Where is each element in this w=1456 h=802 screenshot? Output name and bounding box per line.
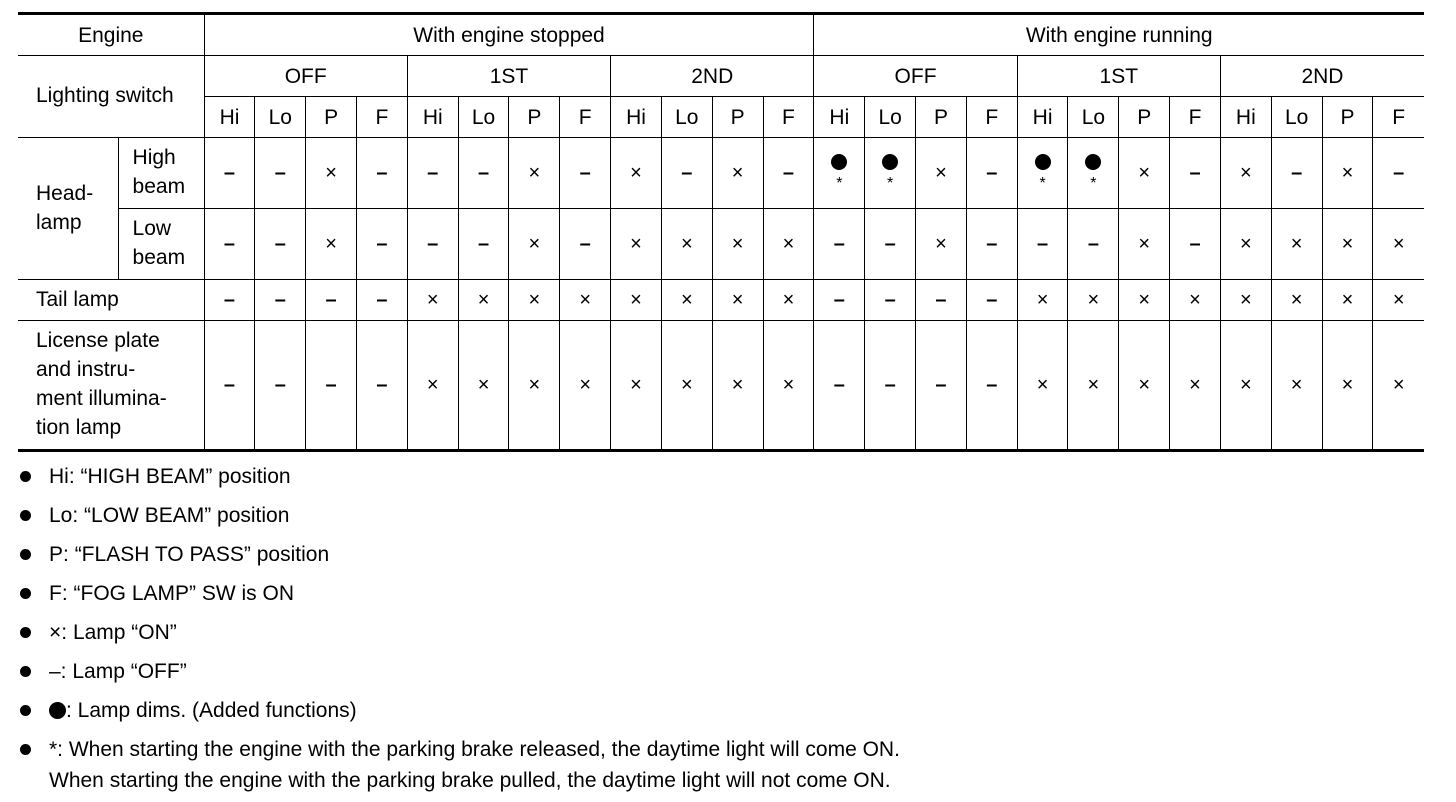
lamp-on-mark: × [1036,289,1049,311]
lamp-on-mark: × [477,374,490,396]
low-beam-cell [458,209,509,280]
lamp-on-mark: × [630,233,642,255]
tail-lamp-cell [560,280,611,321]
bullet-icon [20,549,31,560]
lamp-on-mark: × [426,289,439,311]
note-key: P: [49,543,75,566]
lamp-off-mark: – [986,374,998,396]
legend-note [18,464,1418,503]
license-cell [255,321,306,451]
tail-lamp-cell [306,280,357,321]
high-beam-cell [1068,138,1119,209]
license-lamp-label [18,321,204,451]
lamp-on-mark: × [1239,289,1252,311]
low-beam-cell [1220,209,1271,280]
switch-group-1: 1ST [407,56,610,97]
note-text-line2: When starting the engine with the parking brake pulled, the daytime light will not come ON. [49,769,891,793]
lighting-switch-label: Lighting switch [18,56,204,138]
lamp-off-mark: – [833,289,845,311]
position-header-p: P [712,97,763,138]
headlamp-label-text: Head- lamp [36,182,94,234]
filled-circle-icon [882,154,898,170]
tail-lamp-cell [1017,280,1068,321]
license-cell [1322,321,1373,451]
lamp-on-mark: × [630,374,642,396]
tail-lamp-cell [966,280,1017,321]
switch-group-2: 2ND [611,56,814,97]
license-cell [509,321,560,451]
legend-note [18,581,1418,620]
note-key: Lo: [49,504,85,527]
lamp-on-mark: × [1239,374,1252,396]
engine-running-header: With engine running [814,14,1424,56]
bullet-icon [20,588,31,599]
tail-lamp-cell [1271,280,1322,321]
high-beam-cell [357,138,408,209]
lamp-off-mark: – [325,374,337,396]
bullet-icon [20,666,31,677]
lamp-off-mark: – [1037,233,1049,255]
switch-header-row [18,56,1424,97]
lamp-off-mark: – [884,289,896,311]
lamp-off-mark: – [935,289,947,311]
position-header-f: F [357,97,408,138]
license-cell [407,321,458,451]
lamp-off-mark: – [833,374,845,396]
low-beam-label [118,209,204,280]
high-beam-cell [509,138,560,209]
tail-lamp-cell [1322,280,1373,321]
note-text: “FOG LAMP” SW is ON [73,582,294,605]
high-beam-cell [814,138,865,209]
position-header-f: F [1170,97,1221,138]
license-cell [712,321,763,451]
license-cell [1170,321,1221,451]
license-cell [966,321,1017,451]
lamp-off-mark: – [935,374,947,396]
position-header-p: P [509,97,560,138]
position-header-f: F [966,97,1017,138]
license-cell [611,321,662,451]
high-beam-cell [661,138,712,209]
tail-lamp-cell [1119,280,1170,321]
license-cell [1271,321,1322,451]
lamp-off-mark: – [223,162,236,184]
lamp-on-mark: × [782,233,795,255]
lamp-on-mark: × [1290,233,1303,255]
note-text: Lamp “OFF” [72,660,187,683]
high-beam-cell [1170,138,1221,209]
tail-lamp-cell [712,280,763,321]
low-beam-cell [306,209,357,280]
tail-lamp-cell [611,280,662,321]
license-cell [458,321,509,451]
lamp-on-mark: × [1087,374,1100,396]
lamp-on-mark: × [731,233,744,255]
position-header-hi: Hi [814,97,865,138]
high-beam-label [118,138,204,209]
tail-lamp-cell [865,280,916,321]
position-header-lo: Lo [1271,97,1322,138]
lamp-off-mark: – [884,374,896,396]
engine-stopped-header: With engine stopped [204,14,814,56]
tail-lamp-cell [916,280,967,321]
lamp-off-mark: – [1087,233,1099,255]
legend-note [18,698,1418,737]
position-header-hi: Hi [204,97,255,138]
high-beam-cell [560,138,611,209]
lamp-on-mark: × [731,374,744,396]
bullet-icon [20,471,31,482]
position-header-f: F [763,97,814,138]
lamp-operation-table [18,12,1424,452]
lamp-off-mark: – [986,289,998,311]
high-beam-cell [1322,138,1373,209]
lamp-off-mark: – [833,233,845,255]
license-cell [1119,321,1170,451]
lamp-off-mark: – [325,289,337,311]
note-text: “FLASH TO PASS” position [74,543,330,566]
low-beam-cell [916,209,967,280]
lamp-on-mark: × [1138,162,1151,184]
lamp-dims-mark [831,154,847,192]
position-header-lo: Lo [458,97,509,138]
note-text: “HIGH BEAM” position [80,465,291,488]
low-beam-cell [1271,209,1322,280]
tail-lamp-cell [1068,280,1119,321]
lamp-on-mark: × [1036,374,1049,396]
note-text: Lamp “ON” [72,621,177,644]
legend-note [18,542,1418,581]
high-beam-cell [865,138,916,209]
filled-circle-icon [1085,154,1101,170]
high-beam-cell [1220,138,1271,209]
high-beam-cell [255,138,306,209]
high-beam-cell [306,138,357,209]
lamp-on-mark: × [1341,374,1354,396]
note-key: : [66,699,78,722]
tail-lamp-cell [1170,280,1221,321]
license-lamp-row [18,321,1424,451]
legend-note [18,737,1418,793]
legend-note [18,620,1418,659]
position-header-hi: Hi [611,97,662,138]
lamp-on-mark: × [579,289,592,311]
lamp-on-mark: × [1392,374,1405,396]
high-beam-cell [407,138,458,209]
legend-note [18,503,1418,542]
license-cell [1017,321,1068,451]
low-beam-row [18,209,1424,280]
lamp-off-mark: – [986,162,998,184]
lamp-on-mark: × [630,289,642,311]
lamp-off-mark: – [223,233,236,255]
tail-lamp-cell [255,280,306,321]
license-cell [204,321,255,451]
license-cell [1220,321,1271,451]
low-beam-cell [865,209,916,280]
lamp-on-mark: × [477,289,490,311]
lamp-on-mark: × [935,162,947,184]
high-beam-cell [1017,138,1068,209]
low-beam-cell [611,209,662,280]
license-cell [865,321,916,451]
lamp-off-mark: – [274,374,286,396]
position-header-p: P [1119,97,1170,138]
tail-lamp-cell [458,280,509,321]
lamp-on-mark: × [680,233,693,255]
lamp-off-mark: – [376,162,388,184]
lamp-on-mark: × [1138,289,1151,311]
tail-lamp-cell [814,280,865,321]
license-cell [814,321,865,451]
license-cell [1068,321,1119,451]
license-cell [763,321,814,451]
tail-lamp-cell [407,280,458,321]
lamp-off-mark: – [376,233,388,255]
high-beam-cell [458,138,509,209]
lamp-off-mark: – [782,162,795,184]
high-beam-cell [916,138,967,209]
low-beam-cell [1373,209,1424,280]
note-text: Lamp dims. (Added functions) [77,699,357,722]
tail-lamp-cell [1373,280,1424,321]
lamp-on-mark: × [1392,233,1405,255]
lamp-off-mark: – [477,233,490,255]
tail-lamp-cell [1220,280,1271,321]
high-beam-cell [966,138,1017,209]
lamp-off-mark: – [884,233,896,255]
lamp-on-mark: × [1290,374,1303,396]
lamp-on-mark: × [1138,374,1151,396]
lamp-off-mark: – [986,233,998,255]
lamp-on-mark: × [1392,289,1405,311]
bullet-icon [20,627,31,638]
asterisk-mark: * [836,175,843,192]
license-cell [916,321,967,451]
lamp-dims-mark [882,154,898,192]
headlamp-label [18,138,118,280]
low-beam-cell [1170,209,1221,280]
tail-lamp-row [18,280,1424,321]
switch-group-0: OFF [204,56,407,97]
filled-circle-icon [49,702,66,719]
license-lamp-label-text: License plate and instru- ment illumina- tion lamp [36,329,167,439]
low-beam-cell [1068,209,1119,280]
switch-group-5: 2ND [1220,56,1424,97]
position-header-hi: Hi [1017,97,1068,138]
position-header-p: P [1322,97,1373,138]
license-cell [1373,321,1424,451]
tail-lamp-cell [509,280,560,321]
position-header-f: F [560,97,611,138]
position-header-p: P [916,97,967,138]
note-text: “LOW BEAM” position [84,504,290,527]
high-beam-cell [763,138,814,209]
low-beam-cell [763,209,814,280]
low-beam-cell [1322,209,1373,280]
position-header-lo: Lo [865,97,916,138]
lamp-on-mark: × [680,289,693,311]
lamp-dims-mark [1035,154,1051,192]
tail-lamp-label: Tail lamp [18,280,204,321]
low-beam-cell [560,209,611,280]
low-beam-cell [255,209,306,280]
license-cell [560,321,611,451]
lamp-on-mark: × [426,374,439,396]
lamp-on-mark: × [935,233,947,255]
lamp-on-mark: × [782,374,795,396]
switch-group-4: 1ST [1017,56,1220,97]
position-header-f: F [1373,97,1424,138]
lamp-off-mark: – [274,233,286,255]
note-key: F: [49,582,74,605]
lamp-dims-mark [1085,154,1101,192]
lamp-on-mark: × [1290,289,1303,311]
lamp-off-mark: – [427,233,439,255]
lamp-off-mark: – [681,162,693,184]
lamp-on-mark: × [1239,162,1252,184]
low-beam-cell [1017,209,1068,280]
low-beam-label-text: Low beam [132,217,186,269]
engine-header-row [18,14,1424,56]
position-header-hi: Hi [1220,97,1271,138]
filled-circle-icon [1035,154,1051,170]
lamp-on-mark: × [1189,374,1201,396]
lamp-off-mark: – [1189,233,1201,255]
tail-lamp-cell [357,280,408,321]
position-header-lo: Lo [255,97,306,138]
tail-lamp-cell [661,280,712,321]
lamp-off-mark: – [1393,162,1405,184]
bullet-icon [20,705,31,716]
license-cell [357,321,408,451]
lamp-off-mark: – [274,289,286,311]
high-beam-label-text: High beam [132,146,186,198]
lamp-on-mark: × [1138,233,1151,255]
license-cell [661,321,712,451]
lamp-off-mark: – [376,289,388,311]
lamp-on-mark: × [325,233,337,255]
lamp-on-mark: × [1189,289,1201,311]
lamp-on-mark: × [731,289,744,311]
lamp-off-mark: – [427,162,439,184]
lamp-off-mark: – [223,289,236,311]
lamp-off-mark: – [579,233,591,255]
tail-lamp-cell [204,280,255,321]
lamp-on-mark: × [1341,162,1354,184]
position-header-hi: Hi [407,97,458,138]
lamp-off-mark: – [223,374,236,396]
lamp-on-mark: × [782,289,795,311]
lamp-off-mark: – [274,162,286,184]
high-beam-cell [1119,138,1170,209]
tail-lamp-cell [763,280,814,321]
lamp-off-mark: – [1291,162,1303,184]
note-key: Hi: [49,465,81,488]
note-text: When starting the engine with the parking brake released, the daytime light will come ON. [68,738,900,761]
position-header-lo: Lo [1068,97,1119,138]
high-beam-cell [712,138,763,209]
low-beam-cell [814,209,865,280]
lamp-on-mark: × [528,233,541,255]
low-beam-cell [204,209,255,280]
legend-note [18,659,1418,698]
lamp-on-mark: × [1087,289,1100,311]
lamp-off-mark: – [376,374,388,396]
low-beam-cell [966,209,1017,280]
lamp-off-mark: – [477,162,490,184]
high-beam-row [18,138,1424,209]
lamp-off-mark: – [1189,162,1201,184]
high-beam-cell [1271,138,1322,209]
switch-group-3: OFF [814,56,1017,97]
lamp-on-mark: × [528,374,541,396]
asterisk-mark: * [1090,175,1097,192]
lamp-on-mark: × [630,162,642,184]
high-beam-cell [204,138,255,209]
asterisk-mark: * [1039,175,1046,192]
lamp-off-mark: – [579,162,591,184]
low-beam-cell [712,209,763,280]
position-header-row [18,97,1424,138]
lamp-on-mark: × [1341,233,1354,255]
lamp-on-mark: × [325,162,337,184]
lamp-on-mark: × [1341,289,1354,311]
note-key: *: [49,738,69,761]
bullet-icon [20,510,31,521]
bullet-icon [20,744,31,755]
lamp-on-mark: × [731,162,744,184]
filled-circle-icon [831,154,847,170]
note-key: –: [49,660,73,683]
lamp-on-mark: × [579,374,592,396]
position-header-p: P [306,97,357,138]
license-cell [306,321,357,451]
low-beam-cell [509,209,560,280]
asterisk-mark: * [887,175,894,192]
engine-label: Engine [18,14,204,56]
high-beam-cell [1373,138,1424,209]
low-beam-cell [357,209,408,280]
lamp-on-mark: × [528,162,541,184]
high-beam-cell [611,138,662,209]
low-beam-cell [1119,209,1170,280]
note-key: ×: [49,621,73,644]
legend-notes [18,464,1418,793]
lamp-on-mark: × [1239,233,1252,255]
lamp-on-mark: × [680,374,693,396]
low-beam-cell [661,209,712,280]
lamp-on-mark: × [528,289,541,311]
position-header-lo: Lo [661,97,712,138]
low-beam-cell [407,209,458,280]
